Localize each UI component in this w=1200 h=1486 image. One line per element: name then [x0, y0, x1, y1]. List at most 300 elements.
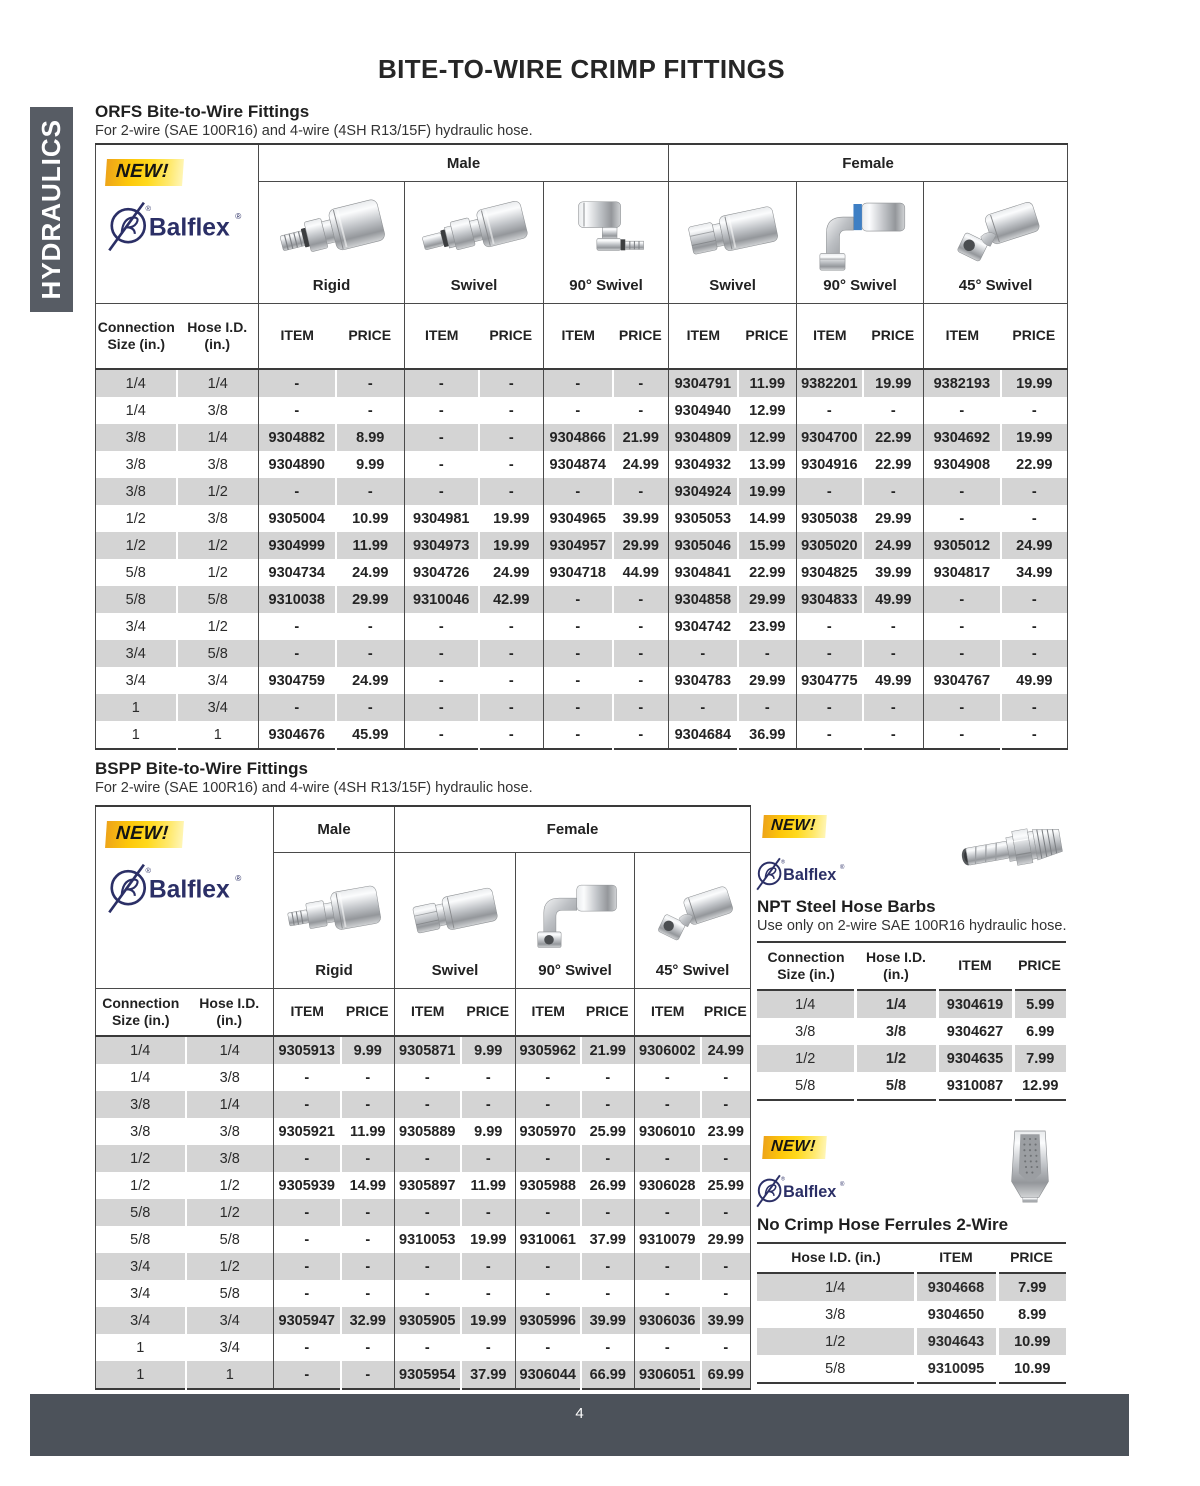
table-cell: 3/8 — [186, 1145, 274, 1172]
table-cell: - — [544, 397, 613, 424]
npt-connection-size-header: Connection Size (in.) — [757, 942, 855, 990]
table-cell: 1/4 — [825, 1279, 846, 1296]
svg-text:®: ® — [780, 1176, 785, 1183]
table-row — [757, 1273, 1066, 1301]
table-cell: - — [516, 1145, 581, 1172]
svg-text:®: ® — [235, 212, 242, 222]
table-cell: - — [516, 1091, 581, 1118]
table-cell: 9305954 — [395, 1361, 461, 1389]
table-cell: 1/2 — [177, 559, 259, 586]
table-cell: - — [405, 424, 479, 451]
table-cell: 8.99 — [336, 424, 405, 451]
table-cell: - — [395, 1334, 461, 1361]
table-cell: 10.99 — [336, 505, 405, 532]
table-cell: 25.99 — [581, 1118, 635, 1145]
table-cell: - — [635, 1145, 701, 1172]
table-cell: - — [461, 1280, 516, 1307]
table-cell: - — [701, 1064, 751, 1091]
table-cell: 9310038 — [259, 586, 336, 613]
table-cell: 24.99 — [479, 559, 544, 586]
table-cell: - — [395, 1280, 461, 1307]
table-cell: 11.99 — [336, 532, 405, 559]
table-cell: 3/4 — [125, 672, 146, 689]
table-cell: - — [395, 1064, 461, 1091]
svg-text:Balflex: Balflex — [148, 214, 230, 242]
table-cell: 22.99 — [738, 559, 797, 586]
table-cell: 9304908 — [924, 451, 1001, 478]
table-cell: 11.99 — [341, 1118, 395, 1145]
table-cell: 36.99 — [738, 721, 797, 749]
table-cell: - — [1001, 694, 1068, 721]
table-cell: - — [581, 1145, 635, 1172]
table-cell: 22.99 — [863, 424, 924, 451]
table-cell: 9.99 — [336, 451, 405, 478]
table-cell: 5/8 — [130, 1231, 151, 1248]
table-cell: 39.99 — [613, 505, 669, 532]
table-cell: - — [405, 721, 479, 749]
table-cell: - — [405, 694, 479, 721]
table-cell: - — [405, 397, 479, 424]
table-cell: 1/2 — [186, 1253, 274, 1280]
table-row — [96, 1334, 751, 1361]
table-cell: - — [863, 694, 924, 721]
table-cell: 45.99 — [336, 721, 405, 749]
bspp-connection-size-header: Connection Size (in.) — [96, 989, 186, 1037]
table-cell: - — [544, 586, 613, 613]
table-cell: 21.99 — [581, 1036, 635, 1064]
bspp-brand-cell — [96, 806, 274, 989]
table-row — [96, 586, 1068, 613]
table-cell: 24.99 — [701, 1036, 751, 1064]
table-cell: - — [259, 640, 336, 667]
table-cell: - — [581, 1064, 635, 1091]
table-cell: 9310079 — [635, 1226, 701, 1253]
table-cell: 9304783 — [669, 667, 738, 694]
table-cell: 8.99 — [997, 1301, 1066, 1328]
table-cell: 23.99 — [738, 613, 797, 640]
table-cell: - — [1001, 721, 1068, 749]
table-cell: 29.99 — [863, 505, 924, 532]
table-cell: - — [701, 1334, 751, 1361]
table-cell: 9382201 — [797, 369, 863, 397]
table-cell: 9304635 — [937, 1045, 1013, 1072]
table-cell: - — [544, 640, 613, 667]
table-cell: - — [613, 640, 669, 667]
orfs-section-header — [95, 101, 533, 140]
table-cell: - — [1001, 397, 1068, 424]
table-cell: 9382193 — [924, 369, 1001, 397]
table-cell: 29.99 — [336, 586, 405, 613]
table-cell: 1/2 — [125, 510, 146, 527]
table-cell: 9305897 — [395, 1172, 461, 1199]
hydraulics-label: HYDRAULICS — [36, 119, 66, 300]
table-cell: - — [613, 397, 669, 424]
table-row — [96, 1253, 751, 1280]
table-cell: - — [479, 613, 544, 640]
table-row — [757, 1018, 1066, 1045]
table-cell: 7.99 — [1013, 1045, 1066, 1072]
orfs-female-header: Female — [669, 144, 1068, 182]
table-cell: 3/8 — [825, 1306, 846, 1323]
table-cell: 9305970 — [516, 1118, 581, 1145]
item-header: ITEM — [544, 304, 613, 370]
table-cell: 3/8 — [125, 483, 146, 500]
svg-text:®: ® — [839, 865, 845, 872]
table-row — [757, 990, 1066, 1018]
table-row — [757, 1045, 1066, 1072]
table-cell: 9306036 — [635, 1307, 701, 1334]
table-cell: - — [924, 694, 1001, 721]
table-cell: 3/4 — [186, 1334, 274, 1361]
bspp-subtitle: For 2-wire (SAE 100R16) and 4-wire (4SH R13/15F) hydraulic hose. — [95, 780, 533, 797]
table-cell: - — [1001, 640, 1068, 667]
table-cell: 1 — [136, 1339, 145, 1356]
table-row — [96, 424, 1068, 451]
table-cell: 3/4 — [186, 1307, 274, 1334]
svg-text:®: ® — [780, 859, 785, 866]
table-cell: - — [924, 478, 1001, 505]
table-cell: 7.99 — [997, 1273, 1066, 1301]
table-cell: - — [341, 1199, 395, 1226]
45-swivel-female-fitting-photo — [641, 864, 745, 960]
table-cell: 25.99 — [701, 1172, 751, 1199]
orfs-subtitle: For 2-wire (SAE 100R16) and 4-wire (4SH R13/15F) hydraulic hose. — [95, 123, 533, 140]
bspp-male-header: Male — [274, 806, 395, 853]
ferrules-hose-id-header: Hose I.D. (in.) — [757, 1243, 915, 1273]
table-cell: - — [701, 1091, 751, 1118]
table-cell: 9304999 — [259, 532, 336, 559]
new-badge: NEW! — [762, 815, 826, 838]
table-cell: 9306002 — [635, 1036, 701, 1064]
swivel-male-fitting-photo — [416, 189, 532, 275]
table-cell: 9.99 — [341, 1036, 395, 1064]
price-header: PRICE — [997, 1243, 1066, 1273]
table-cell: - — [405, 451, 479, 478]
table-cell: 9305871 — [395, 1036, 461, 1064]
bspp-style-rigid: Rigid — [274, 853, 395, 989]
table-cell: - — [395, 1253, 461, 1280]
table-cell: 9304767 — [924, 667, 1001, 694]
table-cell: 11.99 — [461, 1172, 516, 1199]
table-cell: 39.99 — [581, 1307, 635, 1334]
table-cell: - — [797, 478, 863, 505]
table-cell: 3/8 — [177, 505, 259, 532]
ferrules-section-header — [757, 1214, 1008, 1235]
table-cell: - — [395, 1091, 461, 1118]
table-cell: 9304973 — [405, 532, 479, 559]
table-cell: - — [581, 1253, 635, 1280]
table-cell: 19.99 — [479, 505, 544, 532]
orfs-style-45-swivel-female: 45° Swivel — [924, 182, 1068, 304]
table-cell: 5/8 — [186, 1280, 274, 1307]
table-row — [96, 1145, 751, 1172]
table-cell: - — [544, 721, 613, 749]
table-cell: 9310046 — [405, 586, 479, 613]
table-cell: 1/4 — [186, 1091, 274, 1118]
table-cell: - — [581, 1280, 635, 1307]
table-row — [96, 1118, 751, 1145]
table-cell: - — [274, 1253, 341, 1280]
table-cell: 19.99 — [461, 1307, 516, 1334]
table-row — [96, 478, 1068, 505]
table-cell: 3/8 — [186, 1118, 274, 1145]
table-cell: - — [516, 1199, 581, 1226]
table-cell: - — [516, 1064, 581, 1091]
svg-text:Balflex: Balflex — [783, 1182, 837, 1201]
table-cell: 3/4 — [125, 645, 146, 662]
table-cell: - — [461, 1145, 516, 1172]
table-cell: 1/4 — [125, 375, 146, 392]
table-cell: 9.99 — [461, 1036, 516, 1064]
item-header: ITEM — [274, 989, 341, 1037]
new-badge: NEW! — [105, 821, 184, 848]
table-cell: 9305053 — [669, 505, 738, 532]
table-cell: - — [1001, 613, 1068, 640]
table-cell: 9306010 — [635, 1118, 701, 1145]
table-cell: 9304668 — [915, 1273, 997, 1301]
table-cell: - — [341, 1226, 395, 1253]
table-cell: - — [479, 721, 544, 749]
price-header: PRICE — [341, 989, 395, 1037]
45-swivel-female-fitting-photo — [938, 189, 1054, 275]
table-cell: 9304791 — [669, 369, 738, 397]
table-cell: 9305913 — [274, 1036, 341, 1064]
table-cell: - — [516, 1334, 581, 1361]
table-cell: 1/4 — [177, 424, 259, 451]
table-cell: 3/8 — [177, 451, 259, 478]
table-cell: 10.99 — [997, 1328, 1066, 1355]
table-cell: - — [461, 1334, 516, 1361]
table-cell: 9304965 — [544, 505, 613, 532]
table-cell: 37.99 — [461, 1361, 516, 1389]
price-header: PRICE — [863, 304, 924, 370]
table-cell: 9304981 — [405, 505, 479, 532]
table-cell: 5/8 — [125, 591, 146, 608]
table-cell: 3/4 — [130, 1258, 151, 1275]
table-cell: 1/2 — [177, 613, 259, 640]
price-header: PRICE — [701, 989, 751, 1037]
table-cell: 12.99 — [738, 424, 797, 451]
table-cell: - — [701, 1199, 751, 1226]
table-cell: - — [797, 613, 863, 640]
90-swivel-female-fitting-photo — [523, 864, 627, 960]
table-cell: - — [479, 694, 544, 721]
table-cell: - — [336, 478, 405, 505]
item-header: ITEM — [259, 304, 336, 370]
orfs-male-header: Male — [259, 144, 669, 182]
price-header: PRICE — [613, 304, 669, 370]
table-cell: 1 — [131, 699, 140, 716]
swivel-female-fitting-photo — [677, 189, 789, 275]
table-cell: 19.99 — [479, 532, 544, 559]
table-cell: 22.99 — [863, 451, 924, 478]
table-cell: 5/8 — [177, 640, 259, 667]
table-cell: 1 — [177, 721, 259, 749]
table-cell: - — [395, 1199, 461, 1226]
rigid-male-fitting-photo — [281, 864, 387, 960]
table-cell: - — [797, 721, 863, 749]
table-cell: - — [613, 694, 669, 721]
table-cell: - — [405, 667, 479, 694]
table-cell: 3/8 — [855, 1018, 937, 1045]
table-cell: - — [479, 451, 544, 478]
table-row — [96, 1307, 751, 1334]
table-cell: 9304684 — [669, 721, 738, 749]
table-cell: - — [336, 369, 405, 397]
table-cell: - — [738, 694, 797, 721]
table-cell: 9305905 — [395, 1307, 461, 1334]
table-cell: 5/8 — [130, 1204, 151, 1221]
table-cell: 1/4 — [855, 990, 937, 1018]
table-cell: 9304825 — [797, 559, 863, 586]
orfs-table-body — [96, 369, 1068, 749]
table-cell: 11.99 — [738, 369, 797, 397]
orfs-style-90-swivel-male: 90° Swivel — [544, 182, 669, 304]
orfs-connection-size-header: Connection Size (in.) — [96, 304, 177, 370]
table-cell: 1/2 — [130, 1150, 151, 1167]
table-cell: 1/4 — [130, 1069, 151, 1086]
swivel-female-fitting-photo — [402, 864, 508, 960]
ferrules-heading: No Crimp Hose Ferrules 2-Wire — [757, 1215, 1009, 1234]
table-cell: 1/2 — [855, 1045, 937, 1072]
table-cell: 9305996 — [516, 1307, 581, 1334]
price-header: PRICE — [479, 304, 544, 370]
table-row — [96, 1064, 751, 1091]
svg-text:®: ® — [145, 203, 151, 213]
table-row — [757, 1301, 1066, 1328]
table-cell: 21.99 — [613, 424, 669, 451]
table-cell: - — [274, 1145, 341, 1172]
item-header: ITEM — [516, 989, 581, 1037]
table-cell: 12.99 — [1013, 1072, 1066, 1100]
table-cell: 19.99 — [1001, 369, 1068, 397]
table-cell: - — [635, 1334, 701, 1361]
item-header: ITEM — [405, 304, 479, 370]
table-cell: - — [635, 1280, 701, 1307]
table-cell: 9304718 — [544, 559, 613, 586]
table-cell: - — [461, 1091, 516, 1118]
table-cell: - — [479, 640, 544, 667]
table-cell: 9304817 — [924, 559, 1001, 586]
table-row — [96, 1036, 751, 1064]
table-cell: 9.99 — [461, 1118, 516, 1145]
table-row — [96, 397, 1068, 424]
orfs-brand-cell — [96, 144, 259, 304]
table-row — [96, 613, 1068, 640]
table-row — [96, 1172, 751, 1199]
table-cell: 9304734 — [259, 559, 336, 586]
table-cell: 9304700 — [797, 424, 863, 451]
table-cell: 9305988 — [516, 1172, 581, 1199]
new-badge: NEW! — [105, 159, 184, 186]
hose-ferrule-photo — [1002, 1118, 1058, 1212]
table-cell: 9304676 — [259, 721, 336, 749]
table-cell: - — [259, 478, 336, 505]
table-cell: 19.99 — [863, 369, 924, 397]
table-cell: 9304924 — [669, 478, 738, 505]
table-cell: 9304916 — [797, 451, 863, 478]
table-cell: - — [924, 586, 1001, 613]
item-header: ITEM — [915, 1243, 997, 1273]
orfs-table — [95, 143, 1068, 750]
new-badge: NEW! — [762, 1136, 826, 1159]
bspp-style-swivel-female: Swivel — [395, 853, 516, 989]
table-cell: - — [924, 721, 1001, 749]
table-cell: 9306044 — [516, 1361, 581, 1389]
table-cell: - — [701, 1253, 751, 1280]
table-row — [757, 1072, 1066, 1100]
table-row — [96, 640, 1068, 667]
npt-section-header — [757, 896, 1067, 935]
table-cell: 1/4 — [186, 1036, 274, 1064]
table-cell: 23.99 — [701, 1118, 751, 1145]
90-swivel-female-fitting-photo — [804, 189, 916, 275]
table-cell: - — [516, 1253, 581, 1280]
table-cell: 9304726 — [405, 559, 479, 586]
bspp-table-body — [96, 1036, 751, 1389]
table-cell: 9304650 — [915, 1301, 997, 1328]
table-cell: 1/2 — [795, 1050, 816, 1067]
table-row — [96, 694, 1068, 721]
balflex-logo — [106, 200, 246, 253]
table-cell: - — [635, 1064, 701, 1091]
table-cell: 9304882 — [259, 424, 336, 451]
table-cell: 9305962 — [516, 1036, 581, 1064]
table-cell: - — [669, 640, 738, 667]
table-cell: - — [701, 1280, 751, 1307]
table-cell: 9305939 — [274, 1172, 341, 1199]
bspp-female-header: Female — [395, 806, 751, 853]
table-row — [96, 1091, 751, 1118]
table-cell: - — [669, 694, 738, 721]
item-header: ITEM — [797, 304, 863, 370]
table-cell: 3/8 — [125, 429, 146, 446]
table-cell: 3/8 — [130, 1123, 151, 1140]
table-cell: 3/4 — [177, 694, 259, 721]
table-cell: 19.99 — [1001, 424, 1068, 451]
orfs-style-rigid: Rigid — [259, 182, 405, 304]
table-cell: - — [461, 1199, 516, 1226]
table-row — [96, 721, 1068, 749]
table-cell: - — [544, 694, 613, 721]
bspp-style-90-swivel-female: 90° Swivel — [516, 853, 635, 989]
table-cell: 9305012 — [924, 532, 1001, 559]
ferrules-column-header-row — [757, 1243, 1066, 1273]
table-cell: 5/8 — [825, 1360, 846, 1377]
svg-text:®: ® — [145, 865, 151, 875]
table-row — [96, 1361, 751, 1389]
table-cell: 3/8 — [125, 456, 146, 473]
table-cell: - — [405, 613, 479, 640]
table-cell: 34.99 — [1001, 559, 1068, 586]
table-cell: 9304932 — [669, 451, 738, 478]
table-cell: - — [613, 721, 669, 749]
table-cell: - — [863, 640, 924, 667]
bspp-style-45-swivel-female: 45° Swivel — [635, 853, 751, 989]
table-cell: - — [1001, 586, 1068, 613]
table-cell: 9310061 — [516, 1226, 581, 1253]
table-cell: 1/4 — [177, 369, 259, 397]
table-cell: - — [924, 613, 1001, 640]
table-cell: - — [405, 369, 479, 397]
table-cell: 15.99 — [738, 532, 797, 559]
table-cell: 9304866 — [544, 424, 613, 451]
table-row — [96, 369, 1068, 397]
table-cell: 1/4 — [130, 1042, 151, 1059]
table-cell: - — [863, 613, 924, 640]
90-swivel-male-fitting-photo — [551, 189, 661, 275]
price-header: PRICE — [336, 304, 405, 370]
